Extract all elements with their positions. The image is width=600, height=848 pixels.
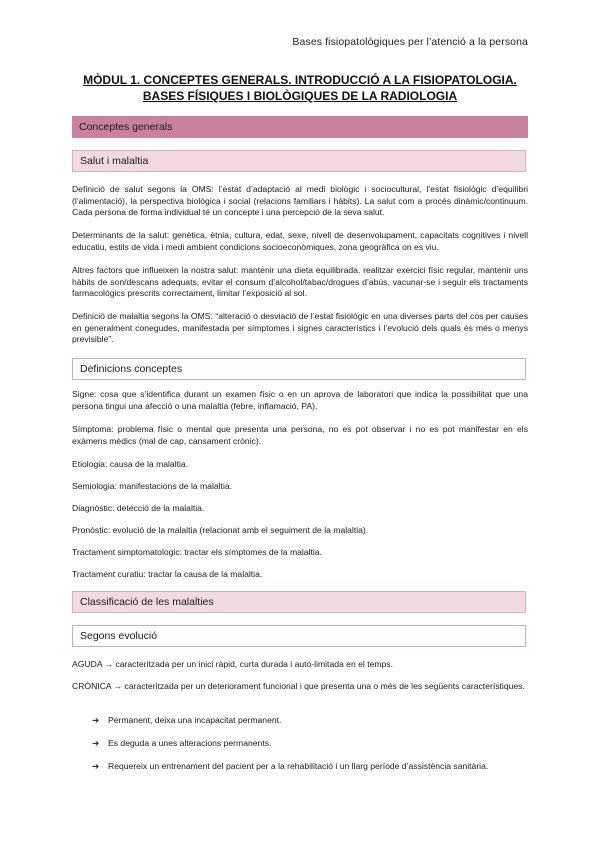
module-title-line-2: BASES FÍSIQUES I BIOLÒGIQUES DE LA RADIOLOGIA — [142, 89, 458, 103]
bullet-item — [92, 715, 528, 727]
definition-tractament-simptomatologic: Tractament simptomatologic: tractar els símptomes de la malaltia. — [72, 547, 322, 557]
bullet-text: Permanent, deixa una incapacitat permanent. — [108, 715, 282, 725]
subsection-heading-segons-evolucio: Segons evolució — [72, 625, 526, 647]
arrow-icon: ➔ — [92, 761, 100, 771]
evolucio-cronica: CRÒNICA → caracteritzada per un deteriorament funcional i que presenta una o més de les següents característiques. — [72, 681, 525, 691]
definition-semiologia: Semiologia: manifestacions de la malaltia. — [72, 481, 233, 491]
evolucio-aguda: AGUDA → caracteritzada per un inici ràpid, curta durada i auto-limitada en el temps. — [72, 659, 393, 669]
definition-tractament-curatiu: Tractament curatiu: tractar la causa de la malaltia. — [72, 569, 263, 579]
definition-signe: Signe: cosa que s’identifica durant un examen físic o en un aprova de laboratori que indica la possibilitat que una persona tingui una afecció o una malaltia (febre, inflamació, PA). — [72, 389, 528, 411]
paragraph-altres-factors: Altres factors que influeixen la nostra salut: mantenir una dieta equilibrada, realitzar exercici físic regular, mantenir uns hàbits de son/descans adequats, evitar el consum d’alcohol/tabac/drogues d’abús, vacunar-se i seguir els tractaments farmacològics prescrits correctament, limitar l’exposició al sol. — [72, 265, 528, 299]
module-title-line-1: MÒDUL 1. CONCEPTES GENERALS. INTRODUCCIÓ A LA FISIOPATOLOGIA. — [83, 73, 517, 87]
subsection-heading-salut-malaltia: Salut i malaltia — [72, 150, 526, 172]
module-title — [72, 72, 528, 104]
paragraph-definicio-salut: Definició de salut segons la OMS: l’estat d’adaptació al medi biològic i sociocultural, l’estat fisiològic d’equilibri (l’alimentació), la perspectiva biològica i social (relacions familiars i hàbits). La salut com a procés dinàmic/continuum. Cada persona de forma individual té un concepte i una percepció de la seva salut. — [72, 184, 528, 218]
definition-diagnostic: Diagnòstic: detecció de la malaltia. — [72, 503, 205, 513]
definition-pronostic: Pronòstic: evolució de la malaltia (relacionat amb el seguiment de la malaltia). — [72, 525, 369, 535]
running-header: Bases fisiopatològiques per l’atenció a la persona — [292, 36, 528, 48]
definition-etiologia: Etiologia: causa de la malaltia. — [72, 459, 189, 469]
subsection-heading-classificacio: Classificació de les malalties — [72, 591, 526, 613]
arrow-icon: ➔ — [92, 715, 100, 725]
bullet-text: Es deguda a unes alteracions permanents. — [108, 738, 272, 748]
section-heading-conceptes-generals: Conceptes generals — [72, 116, 528, 138]
paragraph-determinants-salut: Determinants de la salut: genètica, ètnia, cultura, edat, sexe, nivell de desenvolupament, capacitats cognitives i nivell educatiu, estils de vida i medi ambient condicions socioeconòmiques, zona geogràfica on es viu. — [72, 230, 528, 252]
bullet-text: Requereix un entrenament del pacient per a la rehabilitació i un llarg període d’assistència sanitària. — [108, 761, 489, 771]
arrow-icon: ➔ — [92, 738, 100, 748]
subsection-heading-definicions: Definicions conceptes — [72, 358, 526, 380]
paragraph-definicio-malaltia: Definició de malaltia segons la OMS: “alteració o desviació de l’estat fisiològic en una diverses parts del cos per causes en generalment conegudes, manifestada per símptomes i signes característics i l’evolució dels quals és més o menys previsible”. — [72, 311, 528, 345]
bullet-item — [92, 761, 528, 773]
definition-simptoma: Símptoma: problema físic o mental que presenta una persona, no es pot observar i no es pot manifestar en els exàmens mèdics (mal de cap, cansament crònic). — [72, 424, 528, 446]
bullet-item — [92, 738, 528, 750]
